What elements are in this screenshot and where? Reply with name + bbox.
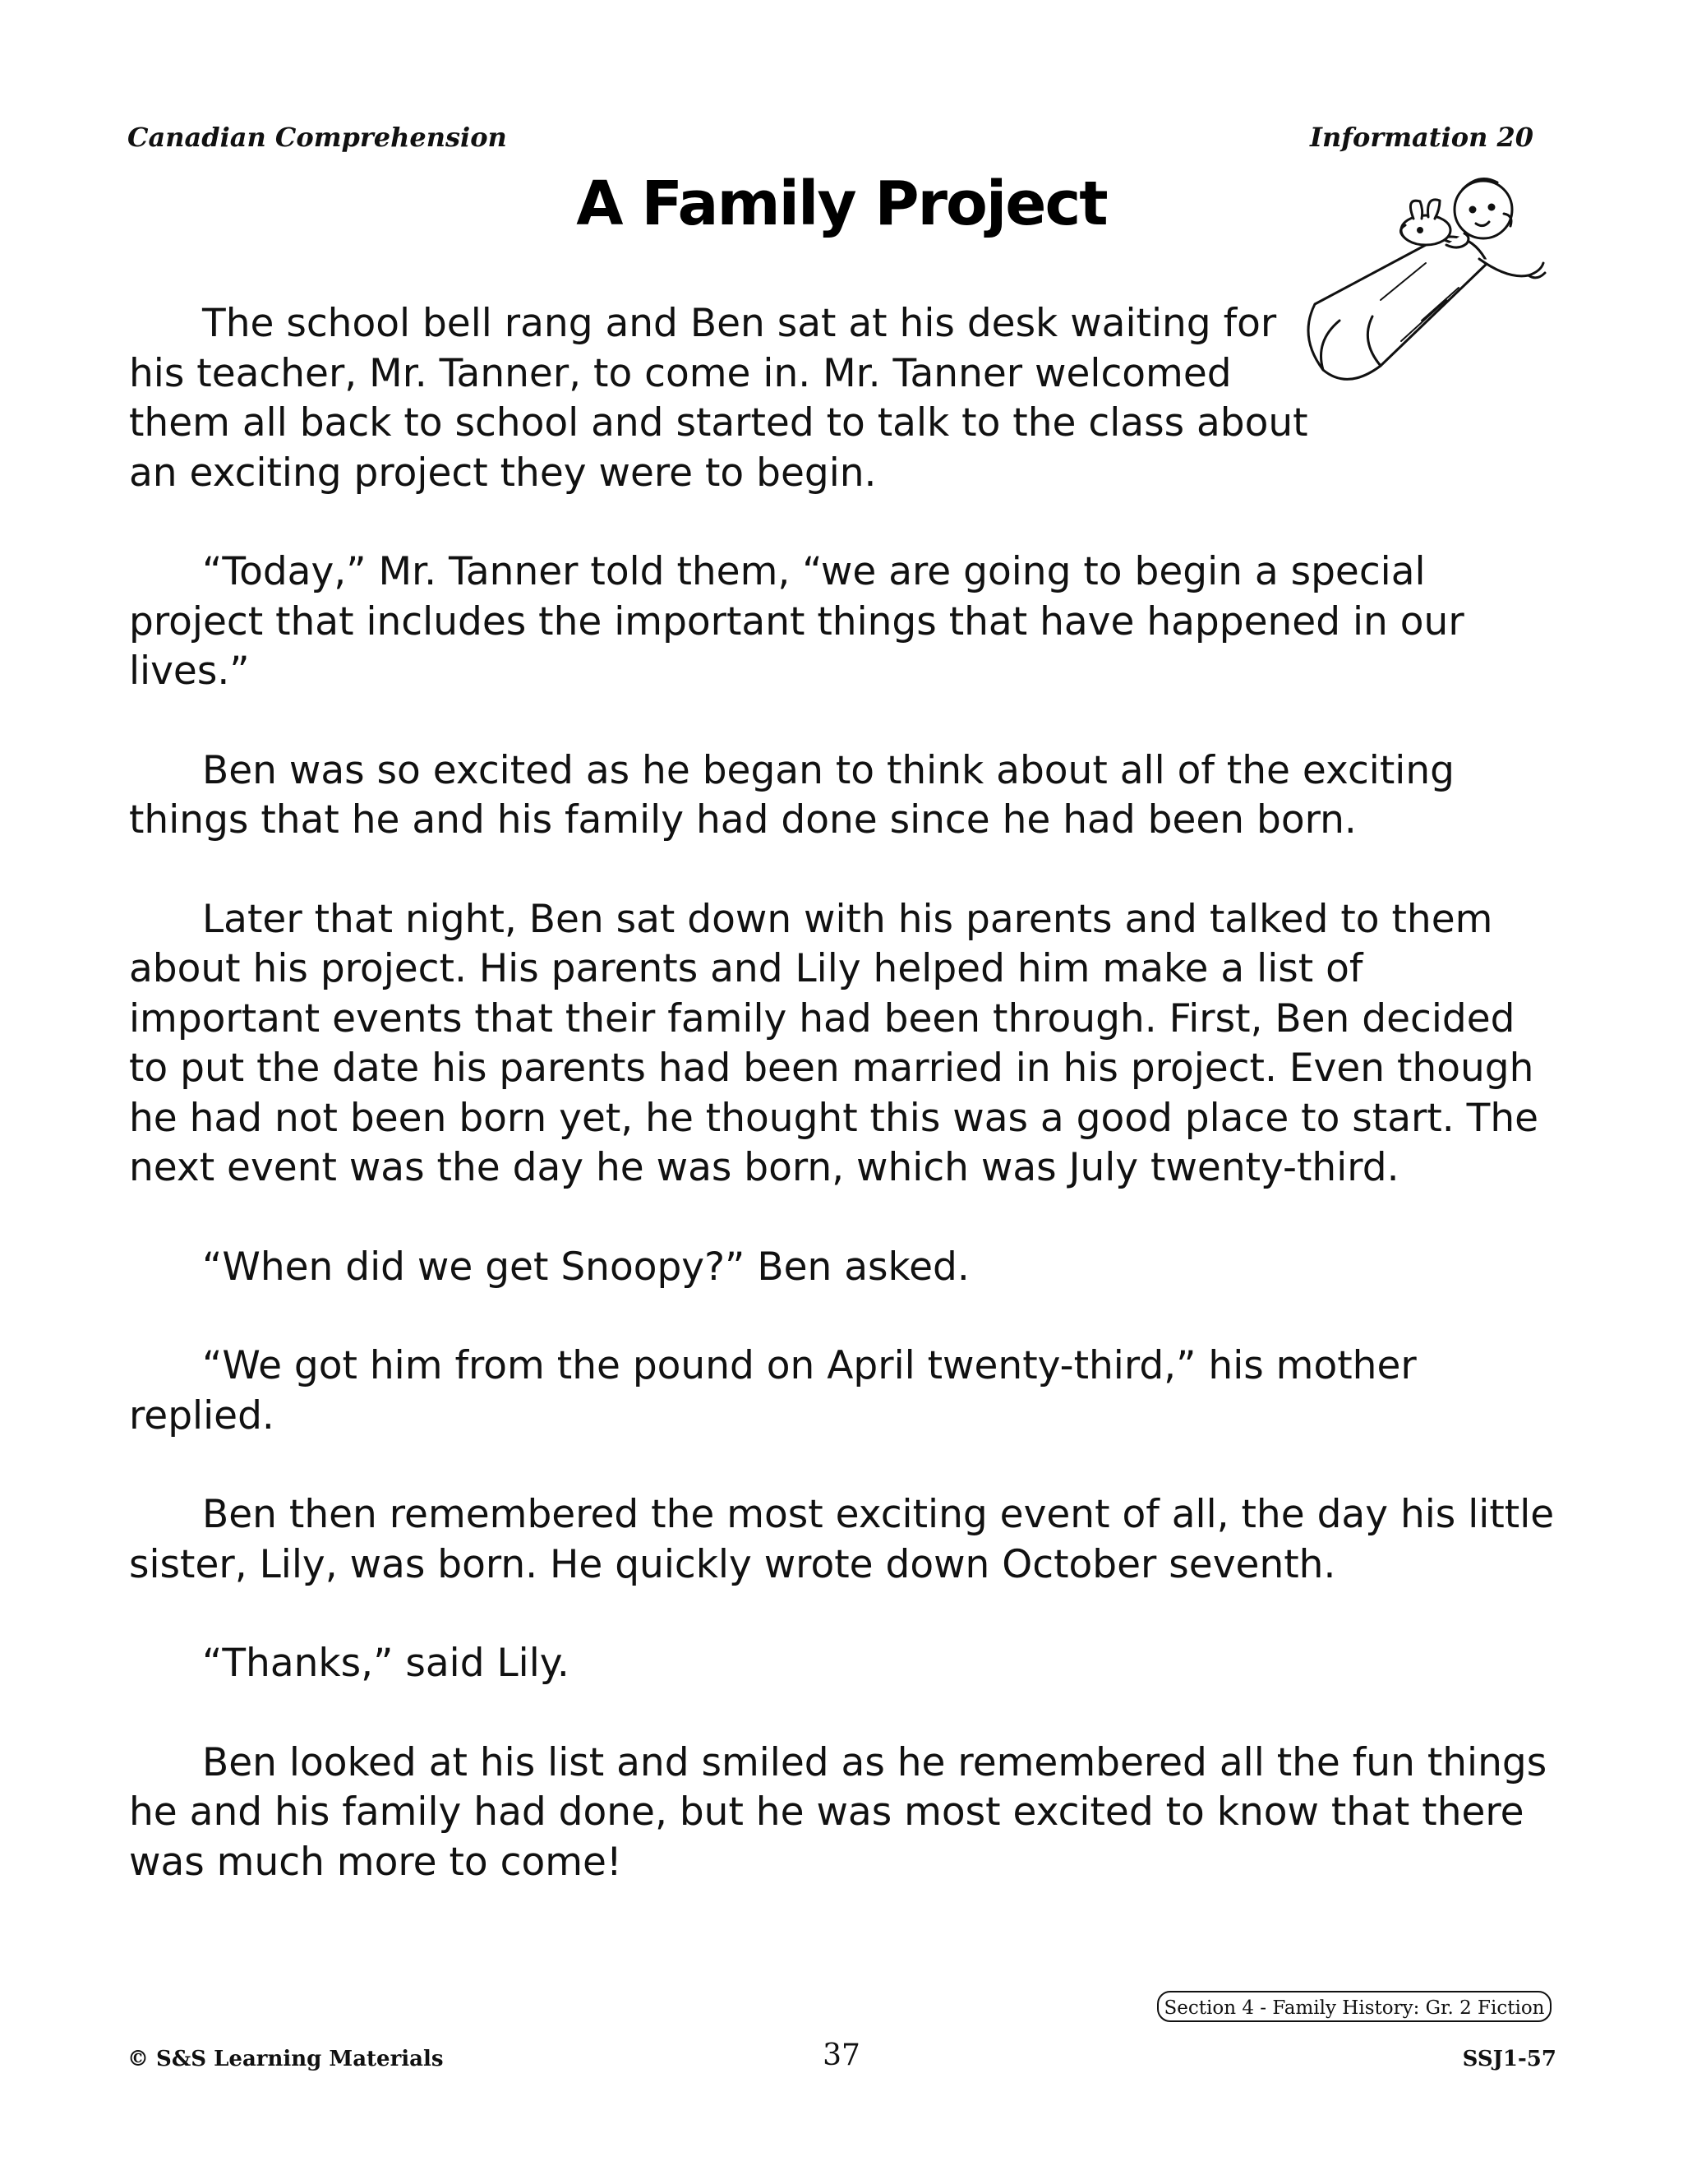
story-paragraph: Ben then remembered the most exciting event of all, the day his little sister, Lily, was born. He quickly wrote down October seventh. [129,1492,1555,1587]
story-text [129,299,1559,1937]
story-paragraph: Later that night, Ben sat down with his parents and talked to them about his project. His parents and Lily helped him make a list of important events that their family had been through. First, Ben decided to put the date his parents had been married in his project. Even though he had not been born yet, he thought this was a good place to start. The next event was the day he was born, which was July twenty-third. [129,896,1539,1190]
story-paragraph: Ben looked at his list and smiled as he remembered all the fun things he and his family had done, but he was most excited to know that there was much more to come! [129,1739,1547,1885]
story-paragraph: “We got him from the pound on April twenty-third,” his mother replied. [129,1343,1417,1438]
section-label: Section 4 - Family History: Gr. 2 Fiction [1157,1991,1552,2022]
page-number: 37 [823,2039,860,2072]
header-page-label: Information 20 [1309,122,1533,153]
product-code: SSJ1-57 [1462,2047,1556,2071]
page-title: A Family Project [576,169,1107,239]
copyright-notice: © S&S Learning Materials [127,2047,444,2071]
story-paragraph: Ben was so excited as he began to think about all of the exciting things that he and his family had done since he had been born. [129,747,1455,843]
story-paragraph: “When did we get Snoopy?” Ben asked. [202,1244,970,1290]
story-paragraph: The school bell rang and Ben sat at his desk waiting for his teacher, Mr. Tanner, to come in. Mr. Tanner welcomed them all back to school and started to talk to the class about an exciting project they were to begin. [129,301,1308,496]
story-paragraph: “Thanks,” said Lily. [202,1641,569,1686]
story-paragraph: “Today,” Mr. Tanner told them, “we are going to begin a special project that includes the important things that have happened in our lives.” [129,549,1464,694]
header-series-title: Canadian Comprehension [127,122,507,153]
